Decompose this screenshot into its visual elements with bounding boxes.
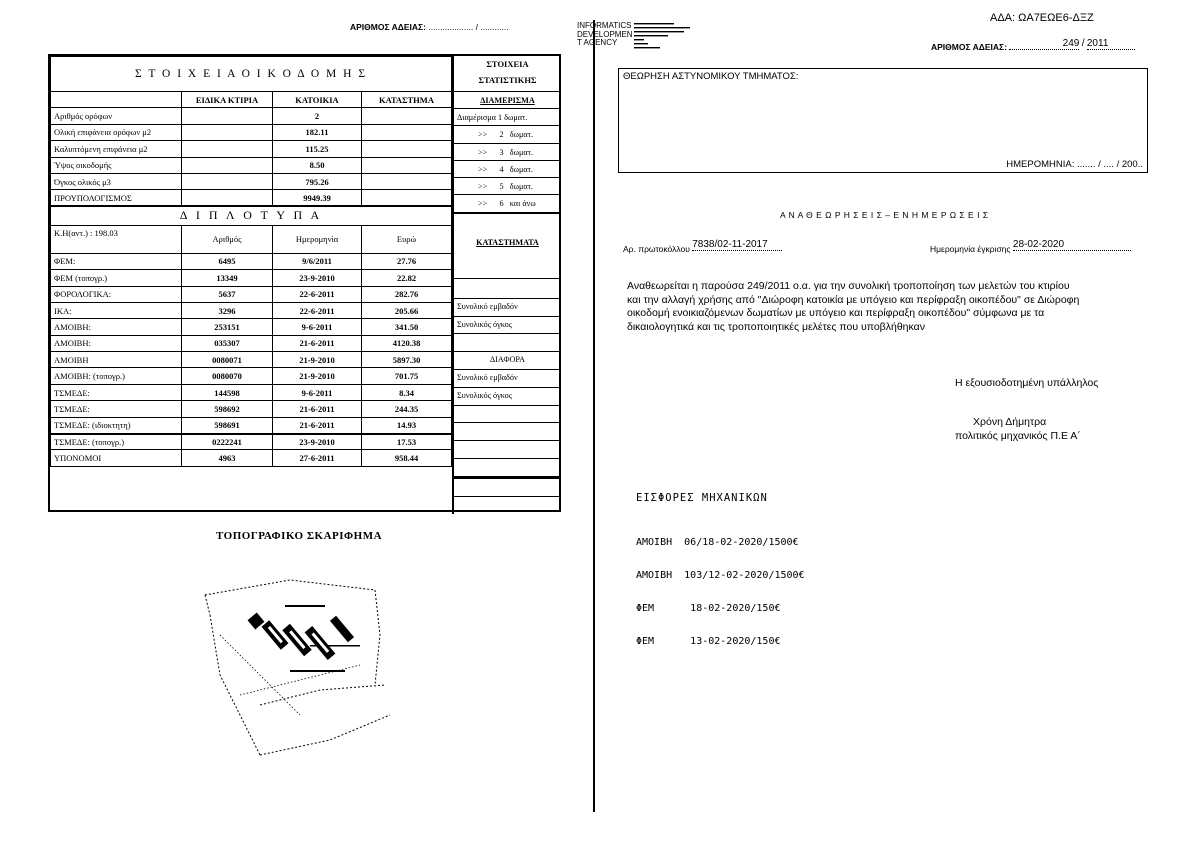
table-row: ΤΣΜΕΔΕ: 144598 9-6-2011 8.34 xyxy=(51,384,452,400)
revisions-title: Α Ν Α Θ Ε Ω Ρ Η Σ Ε Ι Σ – Ε Ν Η Μ Ε Ρ Ω Σ Ε Ι Σ xyxy=(780,210,989,220)
list-item: ΑΜΟΙΒΗ 06/18-02-2020/1500€ xyxy=(636,537,799,548)
table-row: ΤΣΜΕΔΕ: 598692 21-6-2011 244.35 xyxy=(51,401,452,417)
signer-name: Χρόνη Δήμητρα xyxy=(973,416,1047,428)
table-row: ΦΟΡΟΛΟΓΙΚΑ: 5637 22-6-2011 282.76 xyxy=(51,286,452,302)
sketch-title: ΤΟΠΟΓΡΑΦΙΚΟ ΣΚΑΡΙΦΗΜΑ xyxy=(216,530,383,542)
table-row: ΤΣΜΕΔΕ: (ιδιοκτητη) 598691 21-6-2011 14.93 xyxy=(51,417,452,433)
list-item: ΦΕΜ 18-02-2020/150€ xyxy=(636,603,781,614)
table-row: ΠΡΟΥΠΟΛΟΓΙΣΜΟΣ 9949.39 xyxy=(51,190,452,206)
police-date: ΗΜΕΡΟΜΗΝΙΑ: ....... / .... / 200.. xyxy=(1006,159,1143,170)
engineer-fees-list xyxy=(636,515,805,658)
table-row: ΑΜΟΙΒΗ 0080071 21-9-2010 5897.30 xyxy=(51,352,452,368)
list-item: >> 5 δωματ. xyxy=(454,178,561,195)
table-row: ΤΣΜΕΔΕ: (τοπογρ.) 0222241 23-9-2010 17.53 xyxy=(51,434,452,450)
list-item: >> 3 δωματ. xyxy=(454,144,561,161)
permit-label-right: ΑΡΙΘΜΟΣ ΑΔΕΙΑΣ: 249 / 2011 xyxy=(931,42,1135,54)
list-item: >> 6 και άνω xyxy=(454,195,561,212)
table-row: ΙΚΑ: 3296 22-6-2011 205.66 xyxy=(51,302,452,318)
building-data-table: Σ Τ Ο Ι Χ Ε Ι Α Ο Ι Κ Ο Δ Ο Μ Η Σ ΕΙΔΙΚΑ ΚΤΙΡΙΑ ΚΑΤΟΙΚΙΑ ΚΑΤΑΣΤΗΜΑ Αριθμός ορόφων 2 Ολική επιφάνεια ορόφων μ2 182.11 Καλυπτόμενη επιφάνεια μ2 115.25 Ύψος οικοδομής 8.50 Όγκος ολικός μ3 795.26 ΠΡΟΥΠΟΛΟΓΙΣΜΟΣ 9949.39 Δ Ι Π Λ Ο Τ Υ Π Α Κ.Η(αντ.) : 198.03 Αριθμός Ημερομηνία Ευρώ ΦΕΜ: 6495 9/6/2011 27.76 ΦΕΜ (τοπογρ.) 13349 23-9-2010 22.82 ΦΟΡΟΛΟΓΙΚΑ: 5637 22-6-2011 282.76 ΙΚΑ: 3296 22-6-2011 205.66 ΑΜΟΙΒΗ: 253151 9-6-2011 341.50 ΑΜΟΙΒΗ: 035307 21-6-2011 4120.38 ΑΜΟΙΒΗ 0080071 21-9-2010 5897.30 ΑΜΟΙΒΗ: (τοπογρ.) 0080070 21-9-2010 701.75 ΤΣΜΕΔΕ: 144598 9-6-2011 8.34 ΤΣΜΕΔΕ: 598692 21-6-2011 244.35 ΤΣΜΕΔΕ: (ιδιοκτητη) 598691 21-6-2011 14.93 ΤΣΜΕΔΕ: (τοπογρ.) 0222241 23-9-2010 17.53 ΥΠΟΝΟΜΟΙ 4963 27-6-2011 958.44 xyxy=(50,56,452,467)
engineer-fees-title: ΕΙΣΦΟΡΕΣ ΜΗΧΑΝΙΚΩΝ xyxy=(636,492,768,504)
signer-title: πολιτικός μηχανικός Π.Ε Α΄ xyxy=(955,430,1081,442)
table-row: ΑΜΟΙΒΗ: (τοπογρ.) 0080070 21-9-2010 701.75 xyxy=(51,368,452,384)
statistics-column: ΣΤΟΙΧΕΙΑ ΣΤΑΤΙΣΤΙΚΗΣ ΔΙΑΜΕΡΙΣΜΑ Διαμέρισμα 1 δωματ. >> 2 δωματ. >> 3 δωματ. >> 4 δωματ. >> 5 δωματ. >> 6 και άνω ΚΑΤΑΣΤΗΜΑΤΑ Συνολικό εμβαδόν Συνολικός όγκος ΔΙΑΦΟΡΑ Συνολικό εμβαδόν Συνολικός όγκος xyxy=(452,56,561,514)
table-row: ΦΕΜ (τοπογρ.) 13349 23-9-2010 22.82 xyxy=(51,270,452,286)
table-row: Ολική επιφάνεια ορόφων μ2 182.11 xyxy=(51,124,452,140)
katastimata-heading: ΚΑΤΑΣΤΗΜΑΤΑ xyxy=(454,213,561,279)
table-row: Όγκος ολικός μ3 795.26 xyxy=(51,173,452,189)
police-stamp-box: ΘΕΩΡΗΣΗ ΑΣΤΥΝΟΜΙΚΟΥ ΤΜΗΜΑΤΟΣ: ΗΜΕΡΟΜΗΝΙΑ: ....... / .... / 200.. xyxy=(618,68,1148,173)
ada-code: ΑΔΑ: ΩΑ7ΕΩΕ6-ΔΞΖ xyxy=(990,12,1094,24)
diplotypa-title: Δ Ι Π Λ Ο Τ Υ Π Α xyxy=(51,206,452,225)
table-row: ΥΠΟΝΟΜΟΙ 4963 27-6-2011 958.44 xyxy=(51,450,452,466)
list-item: ΑΜΟΙΒΗ 103/12-02-2020/1500€ xyxy=(636,570,805,581)
revision-text: Αναθεωρείται η παρούσα 249/2011 ο.α. για την συνολική τροποποίηση των μελετών του κτιρίου και την αλλαγή χρήσης από "Διώροφη κατοικία με υπόγειο και περίφραξη οικοπέδου" σε Διώροφη οικοδομή ενοικιαζόμενων δωματίων με υπόγειο και περίφραξη οικοπέδου" σύμφωνα με τα δικαιολογητικά και τις τροποποιητικές μελέτες που υποβλήθηκαν xyxy=(627,280,1080,333)
table-row: Αριθμός ορόφων 2 xyxy=(51,108,452,124)
table-row: Ύψος οικοδομής 8.50 xyxy=(51,157,452,173)
protocol-number: Αρ. πρωτοκόλλου 7838/02-11-2017 xyxy=(623,244,782,256)
page-divider xyxy=(593,20,595,812)
topographic-sketch-image xyxy=(200,575,400,760)
list-item: Διαμέρισμα 1 δωματ. xyxy=(454,109,561,126)
agency-fine-print xyxy=(634,22,694,50)
building-data-title: Σ Τ Ο Ι Χ Ε Ι Α Ο Ι Κ Ο Δ Ο Μ Η Σ xyxy=(51,57,452,92)
kh-label: Κ.Η(αντ.) : 198.03 xyxy=(51,225,182,253)
list-item: >> 2 δωματ. xyxy=(454,126,561,143)
agency-logo: INFORMATICS DEVELOPMEN T AGENCY xyxy=(577,21,633,47)
table-row: ΦΕΜ: 6495 9/6/2011 27.76 xyxy=(51,253,452,269)
list-item: >> 4 δωματ. xyxy=(454,161,561,178)
list-item: ΦΕΜ 13-02-2020/150€ xyxy=(636,636,781,647)
authorized-official: Η εξουσιοδοτημένη υπάλληλος xyxy=(955,377,1099,389)
approval-date: Ημερομηνία έγκρισης 28-02-2020 xyxy=(930,244,1131,256)
table-row: ΑΜΟΙΒΗ: 253151 9-6-2011 341.50 xyxy=(51,319,452,335)
table-row: ΑΜΟΙΒΗ: 035307 21-6-2011 4120.38 xyxy=(51,335,452,351)
permit-label-left: ΑΡΙΘΜΟΣ ΑΔΕΙΑΣ: ................... / ............ xyxy=(350,22,509,32)
table-row: Καλυπτόμενη επιφάνεια μ2 115.25 xyxy=(51,141,452,157)
